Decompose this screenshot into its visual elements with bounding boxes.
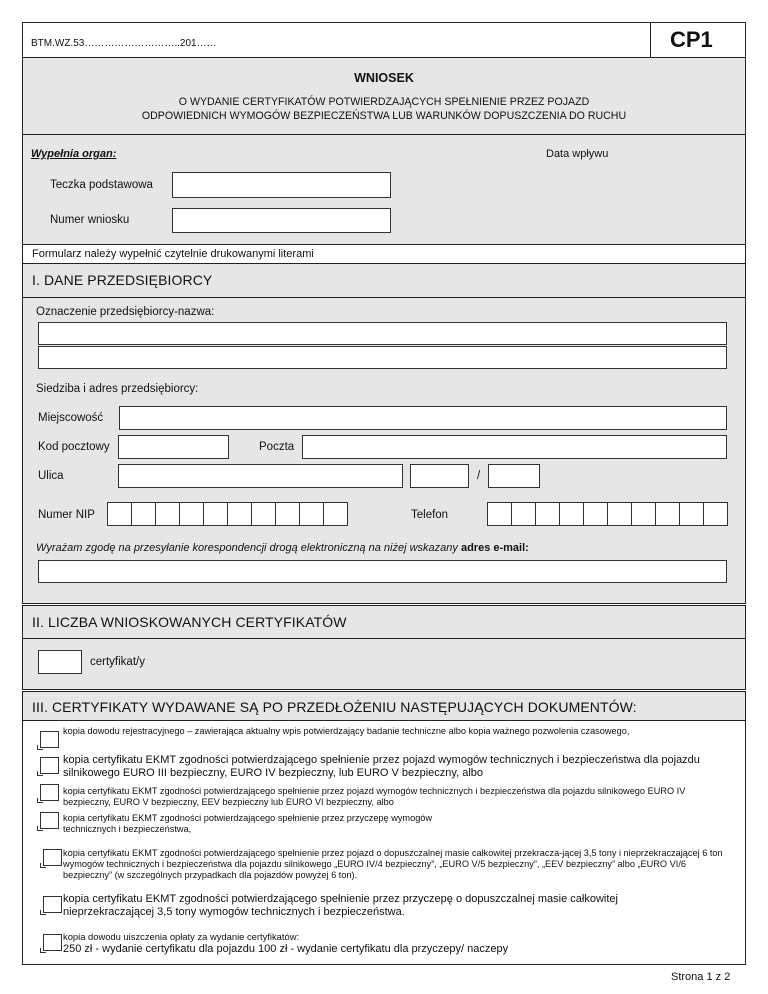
checkbox-ekmt-3-5-6t[interactable] — [43, 849, 62, 866]
section2-title: II. LICZBA WNIOSKOWANYCH CERTYFIKATÓW — [32, 614, 347, 630]
doc-item-5: kopia certyfikatu EKMT zgodności potwierdzającego spełnienie przez pojazd o dopuszczalnej masie całkowitej przekracza-jącej 3,5 tony i nieprzekraczającej 6 ton wymogów technicznych i bezpieczeństwa dla pojazdu silnikowego „EURO IV/4 bezpieczny”, „EURO V/5 bezpieczny”, „EEV bezpieczny” albo „EURO VI/6 bezpieczny” (w szczególnych przypadkach dla pojazdów powyżej 6 ton). — [63, 848, 723, 880]
doc-item-1: kopia dowodu rejestracyjnego – zawierająca aktualny wpis potwierdzający badanie techniczne albo kopia ważnego pozwolenia czasowego, — [63, 726, 630, 736]
checkbox-oplata[interactable] — [43, 934, 62, 951]
checkbox-ekmt-euro4[interactable] — [40, 784, 59, 801]
rule-organ — [22, 244, 746, 245]
house-number-input[interactable] — [410, 464, 469, 488]
email-consent — [36, 542, 529, 554]
email-consent-bold: adres e-mail: — [460, 542, 529, 554]
page-number: Strona 1 z 2 — [671, 971, 731, 983]
rule-section3 — [22, 720, 746, 721]
ulica-label: Ulica — [38, 470, 64, 482]
title-line2: ODPOWIEDNICH WYMOGÓW BEZPIECZEŃSTWA LUB WARUNKÓW DOPUSZCZENIA DO RUCHU — [141, 110, 627, 122]
company-name-input-2[interactable] — [38, 346, 727, 369]
numer-wniosku-input[interactable] — [172, 208, 391, 233]
apartment-number-input[interactable] — [488, 464, 540, 488]
poczta-label: Poczta — [259, 441, 295, 453]
rule-instruction — [22, 263, 746, 264]
doc-item-4: kopia certyfikatu EKMT zgodności potwierdzającego spełnienie przez przyczepę wymogów technicznych i bezpieczeństwa, — [63, 813, 433, 834]
reference-number: BTM.WZ.53………………………..201…… — [31, 38, 217, 49]
nip-label: Numer NIP — [38, 509, 95, 521]
miejscowosc-input[interactable] — [119, 406, 727, 430]
teczka-label: Teczka podstawowa — [50, 179, 153, 191]
title-main: WNIOSEK — [354, 71, 414, 85]
doc-item-3: kopia certyfikatu EKMT zgodności potwierdzającego spełnienie przez pojazd wymogów technicznych i bezpieczeństwa dla pojazdu silnikowego EURO IV bezpieczny, EURO V bezpieczny, EEV bezpieczny lub EURO VI bezpieczny, albo — [63, 786, 686, 807]
fee-text: 250 zł - wydanie certyfikatu dla pojazdu 100 zł - wydanie certyfikatu dla przyczepy/ naczepy — [63, 943, 509, 955]
rule-section2 — [22, 638, 746, 639]
telefon-input[interactable] — [487, 502, 728, 526]
certificate-count-input[interactable] — [38, 650, 82, 674]
checkbox-ekmt-przyczepa-3-5t[interactable] — [43, 896, 62, 913]
checkbox-dowod-rejestracyjny[interactable] — [40, 731, 59, 748]
company-name-label: Oznaczenie przedsiębiorcy-nazwa: — [36, 306, 215, 318]
checkbox-ekmt-euro3[interactable] — [40, 757, 59, 774]
checkbox-ekmt-przyczepa[interactable] — [40, 812, 59, 829]
poczta-input[interactable] — [302, 435, 727, 459]
email-consent-text: Wyrażam zgodę na przesyłanie korespondencji drogą elektroniczną na niżej wskazany — [36, 542, 461, 554]
ulica-input[interactable] — [118, 464, 403, 488]
email-input[interactable] — [38, 560, 727, 583]
kod-pocztowy-label: Kod pocztowy — [38, 441, 110, 453]
miejscowosc-label: Miejscowość — [38, 412, 104, 424]
form-code: CP1 — [670, 27, 713, 52]
doc-item-7: kopia dowodu uiszczenia opłaty za wydanie certyfikatów: — [63, 931, 300, 942]
teczka-input[interactable] — [172, 172, 391, 198]
doc-item-2: kopia certyfikatu EKMT zgodności potwierdzającego spełnienie przez pojazd wymogów technicznych i bezpieczeństwa dla pojazdu silnikowego EURO III bezpieczny, EURO IV bezpieczny, lub EURO V bezpieczny, albo — [63, 754, 700, 779]
rule-section1-end — [22, 603, 746, 606]
certificate-unit: certyfikat/y — [90, 656, 145, 668]
slash-separator: / — [477, 470, 481, 482]
rule-section1 — [22, 297, 746, 298]
date-received-label: Data wpływu — [546, 148, 609, 160]
kod-pocztowy-input[interactable] — [118, 435, 229, 459]
rule-section2-end — [22, 689, 746, 692]
nip-input[interactable] — [107, 502, 348, 526]
header-divider — [650, 22, 651, 57]
company-name-input-1[interactable] — [38, 322, 727, 345]
section1-title: I. DANE PRZEDSIĘBIORCY — [32, 272, 213, 288]
rule-title — [22, 134, 746, 135]
title-line1: O WYDANIE CERTYFIKATÓW POTWIERDZAJĄCYCH SPEŁNIENIE PRZEZ POJAZD — [178, 96, 590, 108]
address-label: Siedziba i adres przedsiębiorcy: — [36, 383, 199, 395]
organ-label: Wypełnia organ: — [31, 148, 117, 160]
numer-wniosku-label: Numer wniosku — [50, 214, 130, 226]
rule-header — [22, 57, 746, 58]
doc-item-6: kopia certyfikatu EKMT zgodności potwierdzającego spełnienie przez przyczepę o dopuszczalnej masie całkowitej nieprzekraczającej 3,5 tony wymogów technicznych i bezpieczeństwa. — [63, 893, 618, 918]
telefon-label: Telefon — [411, 509, 449, 521]
section3-title: III. CERTYFIKATY WYDAWANE SĄ PO PRZEDŁOŻENIU NASTĘPUJĄCYCH DOKUMENTÓW: — [32, 699, 637, 715]
instruction-text: Formularz należy wypełnić czytelnie drukowanymi literami — [32, 248, 314, 260]
